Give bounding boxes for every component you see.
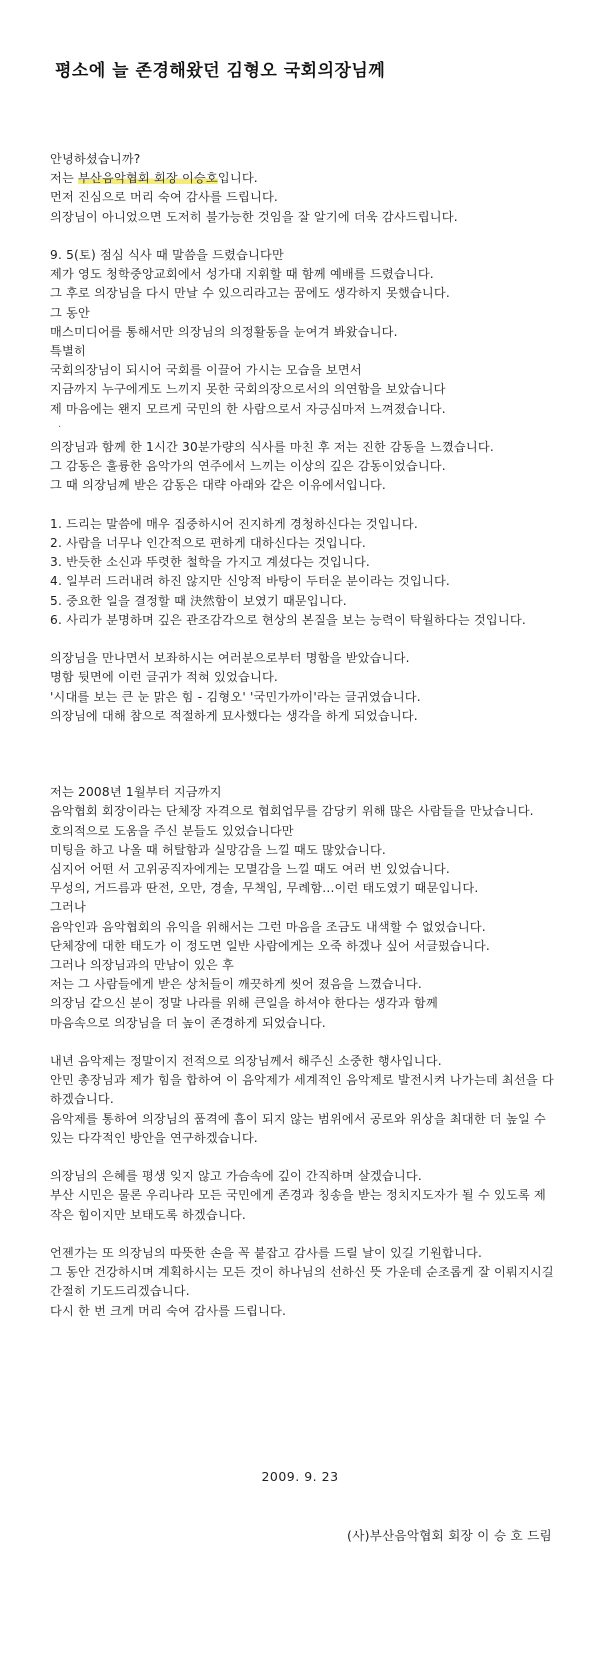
text-line: 단체장에 대한 태도가 이 정도면 일반 사람에게는 오죽 하겠나 싶어 서글펐습니다. xyxy=(50,938,490,953)
text-line: 저는 그 사람들에게 받은 상처들이 깨끗하게 씻어 졌음을 느꼈습니다. xyxy=(50,977,422,992)
quote-line: '시대를 보는 큰 눈 맑은 힘 - 김형오' '국민가까이'라는 글귀였습니다. xyxy=(50,689,421,704)
text-line: 음악인과 음악협회의 유익을 위해서는 그런 마음을 조금도 내색할 수 없었습니다. xyxy=(50,919,486,934)
thanks-line: 의장님이 아니었으면 도저히 불가능한 것임을 잘 알기에 더욱 감사드립니다. xyxy=(50,209,458,224)
text-line: 의장님의 은혜를 평생 잊지 않고 가슴속에 깊이 간직하며 살겠습니다. xyxy=(50,1169,422,1184)
text-line: 특별히 xyxy=(50,344,86,359)
closing-paragraph xyxy=(50,1244,560,1321)
text-line: 음악협회 회장이라는 단체장 자격으로 협회업무를 감당키 위해 많은 사람들을 만났습니다. xyxy=(50,804,534,819)
text-line: 내년 음악제는 정말이지 전적으로 의장님께서 해주신 소중한 행사입니다. xyxy=(50,1054,442,1069)
experience-paragraph xyxy=(50,783,560,1033)
thanks-line: 먼저 진심으로 머리 숙여 감사를 드립니다. xyxy=(50,190,278,205)
reason-item: 1. 드리는 말씀에 매우 집중하시어 진지하게 경청하신다는 것입니다. xyxy=(50,516,418,531)
introduction-prefix: 저는 xyxy=(50,171,79,186)
text-line: 음악제를 통하여 의장님의 품격에 흠이 되지 않는 범위에서 공로와 위상을 최대한 더 높일 수 있는 다각적인 방안을 연구하겠습니다. xyxy=(50,1111,546,1145)
text-line: 호의적으로 도움을 주신 분들도 있었습니다만 xyxy=(50,823,294,838)
reason-item: 2. 사람을 너무나 인간적으로 편하게 대하신다는 것입니다. xyxy=(50,536,366,551)
text-line: 지금까지 누구에게도 느끼지 못한 국회의장으로서의 의연함을 보았습니다 xyxy=(50,382,446,397)
text-line: 부산 시민은 물론 우리나라 모든 국민에게 존경과 칭송을 받는 정치지도자가 될 수 있도록 제 작은 힘이지만 보태도록 하겠습니다. xyxy=(50,1188,546,1222)
text-line: 그 때 의장님께 받은 감동은 대략 아래와 같은 이유에서입니다. xyxy=(50,478,386,493)
text-line: 저는 2008년 1월부터 지금까지 xyxy=(50,785,222,800)
text-line: 그 후로 의장님을 다시 만날 수 있으리라고는 꿈에도 생각하지 못했습니다. xyxy=(50,286,450,301)
text-line: 그 감동은 훌륭한 음악가의 연주에서 느끼는 이상의 깊은 감동이었습니다. xyxy=(50,459,446,474)
introduction-line xyxy=(50,169,560,188)
text-line: 의장님과 함께 한 1시간 30분가량의 식사를 마친 후 저는 진한 감동을 느꼈습니다. xyxy=(50,440,494,455)
introduction-suffix: 입니다. xyxy=(217,171,258,186)
text-line: 매스미디어를 통해서만 의장님의 의정활동을 눈여겨 봐왔습니다. xyxy=(50,324,398,339)
text-line: 제 마음에는 왠지 모르게 국민의 한 사람으로서 자긍심마저 느껴졌습니다. xyxy=(50,401,446,416)
letter-body xyxy=(50,150,560,1340)
text-line: 심지어 어떤 서 고위공직자에게는 모멸감을 느낄 때도 여러 번 있었습니다. xyxy=(50,862,450,877)
gratitude-paragraph xyxy=(50,1167,560,1225)
text-line: 그러나 의장님과의 만남이 있은 후 xyxy=(50,958,234,973)
text-line: 다시 한 번 크게 머리 숙여 감사를 드립니다. xyxy=(50,1303,287,1318)
text-line: 의장님에 대해 참으로 적절하게 묘사했다는 생각을 하게 되었습니다. xyxy=(50,708,418,723)
impression-paragraph xyxy=(50,438,560,496)
text-line: 마음속으로 의장님을 더 높이 존경하게 되었습니다. xyxy=(50,1015,326,1030)
text-line: 그러나 xyxy=(50,900,86,915)
stray-dot: . xyxy=(58,418,62,430)
reason-item: 6. 사리가 분명하며 깊은 관조감각으로 현상의 본질을 보는 능력이 탁월하다는 것입니다. xyxy=(50,612,526,627)
greeting-paragraph xyxy=(50,150,560,227)
text-line: 9. 5(토) 점심 식사 때 말씀을 드렸습니다만 xyxy=(50,248,284,262)
text-line: 언젠가는 또 의장님의 따뜻한 손을 꼭 붙잡고 감사를 드릴 날이 있길 기원합니다. xyxy=(50,1246,483,1261)
text-line: 그 동안 건강하시며 계획하시는 모든 것이 하나님의 선하신 뜻 가운데 순조롭게 잘 이뤄지시길 간절히 기도드리겠습니다. xyxy=(50,1265,554,1299)
text-line: 의장님 같으신 분이 정말 나라를 위해 큰일을 하셔야 한다는 생각과 함께 xyxy=(50,996,438,1011)
text-line: 그 동안 xyxy=(50,305,90,320)
reasons-list xyxy=(50,515,560,630)
reason-item: 5. 중요한 일을 결정할 때 決然함이 보였기 때문입니다. xyxy=(50,593,347,608)
text-line: 미팅을 하고 나올 때 허탈함과 실망감을 느낄 때도 많았습니다. xyxy=(50,842,386,857)
text-line: 안민 총장님과 제가 힘을 합하여 이 음악제가 세계적인 음악제로 발전시켜 나가는데 최선을 다하겠습니다. xyxy=(50,1073,554,1107)
letter-title: 평소에 늘 존경해왔던 김형오 국회의장님께 xyxy=(55,61,386,81)
greeting-line: 안녕하셨습니까? xyxy=(50,152,141,166)
reason-item: 4. 일부러 드러내려 하진 않지만 신앙적 바탕이 두터운 분이라는 것입니다. xyxy=(50,574,450,589)
reason-item: 3. 반듯한 소신과 뚜렷한 철학을 가지고 계셨다는 것입니다. xyxy=(50,555,371,570)
text-line: 제가 영도 청학중앙교회에서 성가대 지휘할 때 함께 예배를 드렸습니다. xyxy=(50,267,434,282)
text-line: 무성의, 거드름과 딴전, 오만, 경솔, 무책임, 무례함...이런 태도였기 때문입니다. xyxy=(50,881,479,896)
text-line: 의장님을 만나면서 보좌하시는 여러분으로부터 명함을 받았습니다. xyxy=(50,651,410,666)
letter-signature: (사)부산음악협회 회장 이 승 호 드림 xyxy=(347,1528,552,1543)
meeting-paragraph xyxy=(50,246,560,419)
highlighted-organization: 부산음악협회 회장 이승호 xyxy=(78,171,218,186)
business-card-paragraph xyxy=(50,649,560,726)
text-line: 국회의장님이 되시어 국회를 이끌어 가시는 모습을 보면서 xyxy=(50,363,362,378)
section-spacer xyxy=(50,745,560,783)
text-line: 명함 뒷면에 이런 글귀가 적혀 있었습니다. xyxy=(50,670,278,685)
letter-date: 2009. 9. 23 xyxy=(261,1469,339,1484)
festival-paragraph xyxy=(50,1052,560,1148)
